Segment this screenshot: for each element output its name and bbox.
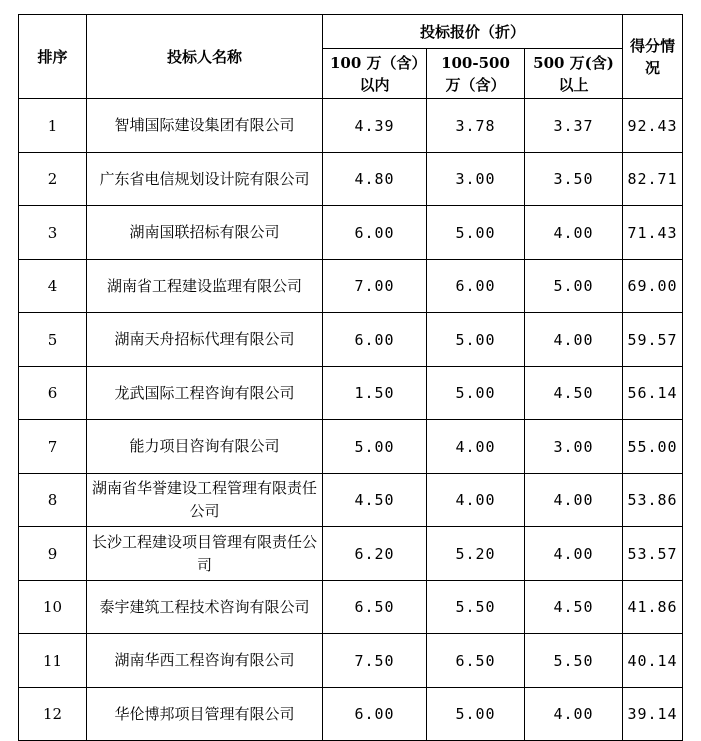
bidder-name-cell: 广东省电信规划设计院有限公司 xyxy=(87,153,323,206)
score-cell: 40.14 xyxy=(623,634,683,688)
score-cell: 39.14 xyxy=(623,688,683,741)
table-row xyxy=(19,313,683,367)
price-tier-1-cell: 4.80 xyxy=(323,153,427,206)
table-row xyxy=(19,688,683,741)
bidder-name-cell: 智埔国际建设集团有限公司 xyxy=(87,99,323,153)
rank-cell: 4 xyxy=(19,260,87,313)
price-tier-2-cell: 5.00 xyxy=(427,313,525,367)
price-tier-2-cell: 5.00 xyxy=(427,206,525,260)
rank-cell: 8 xyxy=(19,474,87,527)
price-tier-3-cell: 4.00 xyxy=(525,313,623,367)
price-tier-3-cell: 4.00 xyxy=(525,527,623,581)
score-cell: 69.00 xyxy=(623,260,683,313)
price-tier-3-cell: 5.00 xyxy=(525,260,623,313)
table-row xyxy=(19,260,683,313)
score-cell: 53.57 xyxy=(623,527,683,581)
bidder-name-cell: 长沙工程建设项目管理有限责任公司 xyxy=(87,527,323,581)
table-body xyxy=(19,99,683,741)
price-tier-3-cell: 4.50 xyxy=(525,367,623,420)
table-row xyxy=(19,527,683,581)
header-price-tier-1: 100 万（含）以内 xyxy=(323,49,427,99)
price-tier-3-cell: 4.00 xyxy=(525,688,623,741)
price-tier-1-cell: 4.50 xyxy=(323,474,427,527)
price-tier-2-cell: 4.00 xyxy=(427,474,525,527)
rank-cell: 5 xyxy=(19,313,87,367)
rank-cell: 12 xyxy=(19,688,87,741)
score-cell: 82.71 xyxy=(623,153,683,206)
bidder-name-cell: 湖南华西工程咨询有限公司 xyxy=(87,634,323,688)
price-tier-1-cell: 1.50 xyxy=(323,367,427,420)
price-tier-1-cell: 6.00 xyxy=(323,206,427,260)
table-row xyxy=(19,634,683,688)
rank-cell: 9 xyxy=(19,527,87,581)
rank-cell: 7 xyxy=(19,420,87,474)
price-tier-2-cell: 5.00 xyxy=(427,688,525,741)
rank-cell: 2 xyxy=(19,153,87,206)
table-row xyxy=(19,99,683,153)
header-price-tier-2: 100-500 万（含） xyxy=(427,49,525,99)
price-tier-2-cell: 3.78 xyxy=(427,99,525,153)
rank-cell: 10 xyxy=(19,581,87,634)
price-tier-1-cell: 4.39 xyxy=(323,99,427,153)
table-row xyxy=(19,153,683,206)
table-row xyxy=(19,581,683,634)
price-tier-2-cell: 4.00 xyxy=(427,420,525,474)
price-tier-1-cell: 6.00 xyxy=(323,688,427,741)
price-tier-2-cell: 6.00 xyxy=(427,260,525,313)
table-row xyxy=(19,474,683,527)
bidder-name-cell: 湖南省工程建设监理有限公司 xyxy=(87,260,323,313)
price-tier-3-cell: 3.00 xyxy=(525,420,623,474)
price-tier-1-cell: 7.50 xyxy=(323,634,427,688)
price-tier-1-cell: 6.00 xyxy=(323,313,427,367)
score-cell: 53.86 xyxy=(623,474,683,527)
score-cell: 41.86 xyxy=(623,581,683,634)
price-tier-2-cell: 5.00 xyxy=(427,367,525,420)
price-tier-3-cell: 3.37 xyxy=(525,99,623,153)
header-price-tier-3: 500 万(含)以上 xyxy=(525,49,623,99)
price-tier-1-cell: 6.20 xyxy=(323,527,427,581)
bidder-name-cell: 湖南天舟招标代理有限公司 xyxy=(87,313,323,367)
bid-evaluation-table xyxy=(18,14,683,741)
header-price-group: 投标报价（折） xyxy=(323,15,623,49)
price-tier-3-cell: 4.50 xyxy=(525,581,623,634)
price-tier-1-cell: 7.00 xyxy=(323,260,427,313)
bidder-name-cell: 华伦博邦项目管理有限公司 xyxy=(87,688,323,741)
rank-cell: 6 xyxy=(19,367,87,420)
table-header xyxy=(19,15,683,99)
price-tier-3-cell: 4.00 xyxy=(525,206,623,260)
price-tier-3-cell: 4.00 xyxy=(525,474,623,527)
price-tier-2-cell: 5.20 xyxy=(427,527,525,581)
score-cell: 55.00 xyxy=(623,420,683,474)
rank-cell: 11 xyxy=(19,634,87,688)
bidder-name-cell: 湖南省华誉建设工程管理有限责任公司 xyxy=(87,474,323,527)
table-row xyxy=(19,206,683,260)
score-cell: 71.43 xyxy=(623,206,683,260)
price-tier-3-cell: 5.50 xyxy=(525,634,623,688)
bidder-name-cell: 泰宇建筑工程技术咨询有限公司 xyxy=(87,581,323,634)
table-row xyxy=(19,367,683,420)
price-tier-2-cell: 5.50 xyxy=(427,581,525,634)
bidder-name-cell: 湖南国联招标有限公司 xyxy=(87,206,323,260)
price-tier-2-cell: 3.00 xyxy=(427,153,525,206)
rank-cell: 3 xyxy=(19,206,87,260)
rank-cell: 1 xyxy=(19,99,87,153)
price-tier-1-cell: 5.00 xyxy=(323,420,427,474)
score-cell: 56.14 xyxy=(623,367,683,420)
bidder-name-cell: 能力项目咨询有限公司 xyxy=(87,420,323,474)
price-tier-1-cell: 6.50 xyxy=(323,581,427,634)
score-cell: 92.43 xyxy=(623,99,683,153)
header-rank: 排序 xyxy=(19,15,87,99)
header-score: 得分情况 xyxy=(623,15,683,99)
table-row xyxy=(19,420,683,474)
price-tier-2-cell: 6.50 xyxy=(427,634,525,688)
score-cell: 59.57 xyxy=(623,313,683,367)
header-bidder: 投标人名称 xyxy=(87,15,323,99)
price-tier-3-cell: 3.50 xyxy=(525,153,623,206)
bidder-name-cell: 龙武国际工程咨询有限公司 xyxy=(87,367,323,420)
